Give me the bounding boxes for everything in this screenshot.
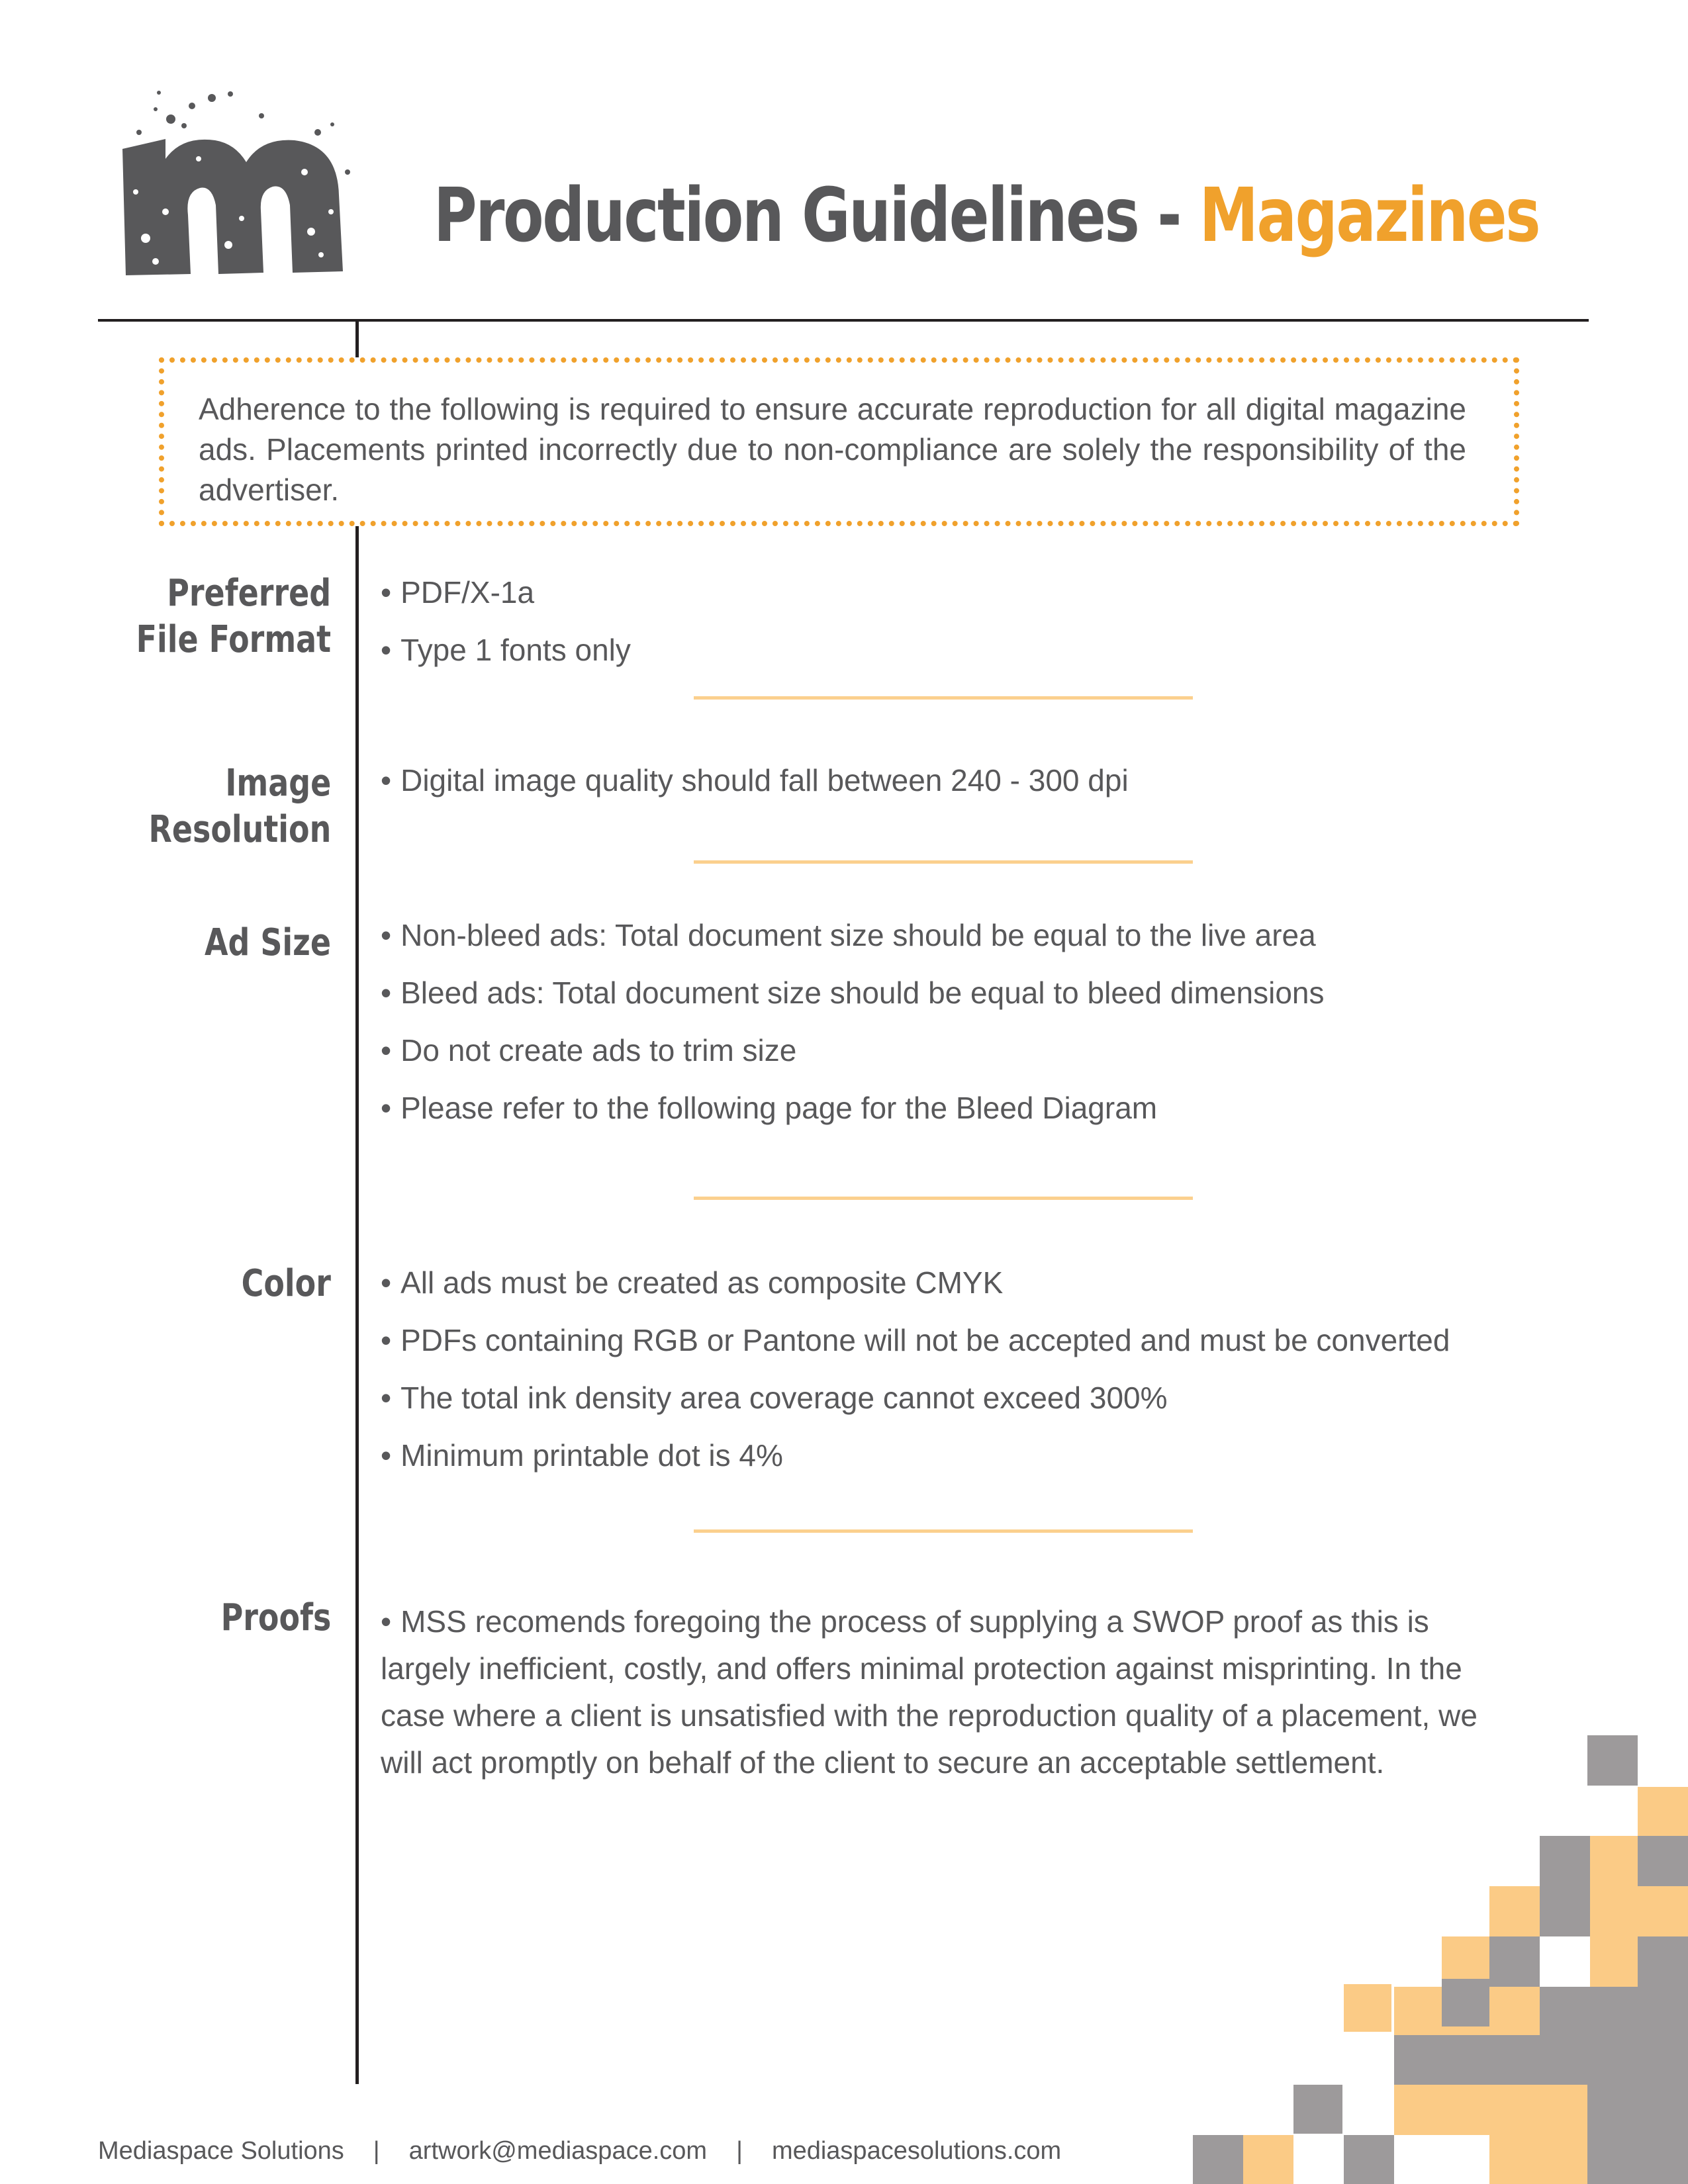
footer-company: Mediaspace Solutions [98, 2137, 344, 2165]
footer-separator: | [736, 2137, 743, 2165]
proofs-text: • MSS recomends foregoing the process of supplying a SWOP proof as this is largely inefficient, costly, and offers minimal protection against misprinting. In the case where a client is unsatisfied with the reproduction quality of a placement, we will act promptly on behalf of the client to secure an acceptable settlement. [381, 1598, 1506, 1786]
page-title [434, 173, 1540, 259]
header-rule [98, 319, 1589, 322]
section-label-color [242, 1261, 331, 1307]
list-item: • Minimum printable dot is 4% [381, 1437, 1450, 1474]
timeline-rule [355, 320, 359, 2084]
list-item: • PDF/X-1a [381, 574, 631, 611]
footer [98, 2132, 1061, 2169]
label-line: Preferred [167, 572, 331, 615]
title-main: Production Guidelines - [434, 173, 1199, 259]
section-divider [694, 1197, 1193, 1200]
notice-text: Adherence to the following is required to ensure accurate reproduction for all digital magazine ads. Placements printed incorrectly due to non-compliance are solely the responsibility of the advertiser. [199, 392, 1466, 507]
m-splatter-logo-icon [119, 79, 357, 278]
list-item: • All ads must be created as composite CMYK [381, 1264, 1450, 1301]
section-divider [694, 696, 1193, 700]
list-item: • Do not create ads to trim size [381, 1032, 1325, 1069]
list-color [381, 1264, 1450, 1494]
footer-email[interactable]: artwork@mediaspace.com [408, 2137, 708, 2165]
list-item: • Digital image quality should fall between 240 - 300 dpi [381, 762, 1129, 799]
section-label-ad-size [205, 920, 331, 966]
list-item: • Non-bleed ads: Total document size should be equal to the live area [381, 917, 1325, 954]
list-item: • Please refer to the following page for the Bleed Diagram [381, 1089, 1325, 1126]
label-line: File Format [136, 618, 331, 661]
label-line: Image [225, 762, 331, 805]
title-accent: Magazines [1199, 173, 1540, 259]
section-divider [694, 1529, 1193, 1533]
label-line: Ad Size [204, 921, 331, 964]
section-label-file-format [136, 570, 331, 663]
label-line: Resolution [148, 808, 331, 851]
section-label-resolution [148, 760, 331, 853]
list-item: • Type 1 fonts only [381, 631, 631, 668]
label-line: Color [241, 1262, 331, 1305]
footer-separator: | [373, 2137, 380, 2165]
section-divider [694, 860, 1193, 864]
list-item: • The total ink density area coverage cannot exceed 300% [381, 1379, 1450, 1416]
footer-website[interactable]: mediaspacesolutions.com [771, 2137, 1062, 2165]
list-file-format [381, 574, 631, 689]
compliance-notice [159, 357, 1519, 526]
list-ad-size [381, 917, 1325, 1147]
list-resolution [381, 762, 1129, 819]
section-label-proofs [220, 1595, 331, 1641]
list-item: • Bleed ads: Total document size should be equal to bleed dimensions [381, 974, 1325, 1011]
label-line: Proofs [220, 1596, 331, 1639]
list-item: • PDFs containing RGB or Pantone will not be accepted and must be converted [381, 1322, 1450, 1359]
